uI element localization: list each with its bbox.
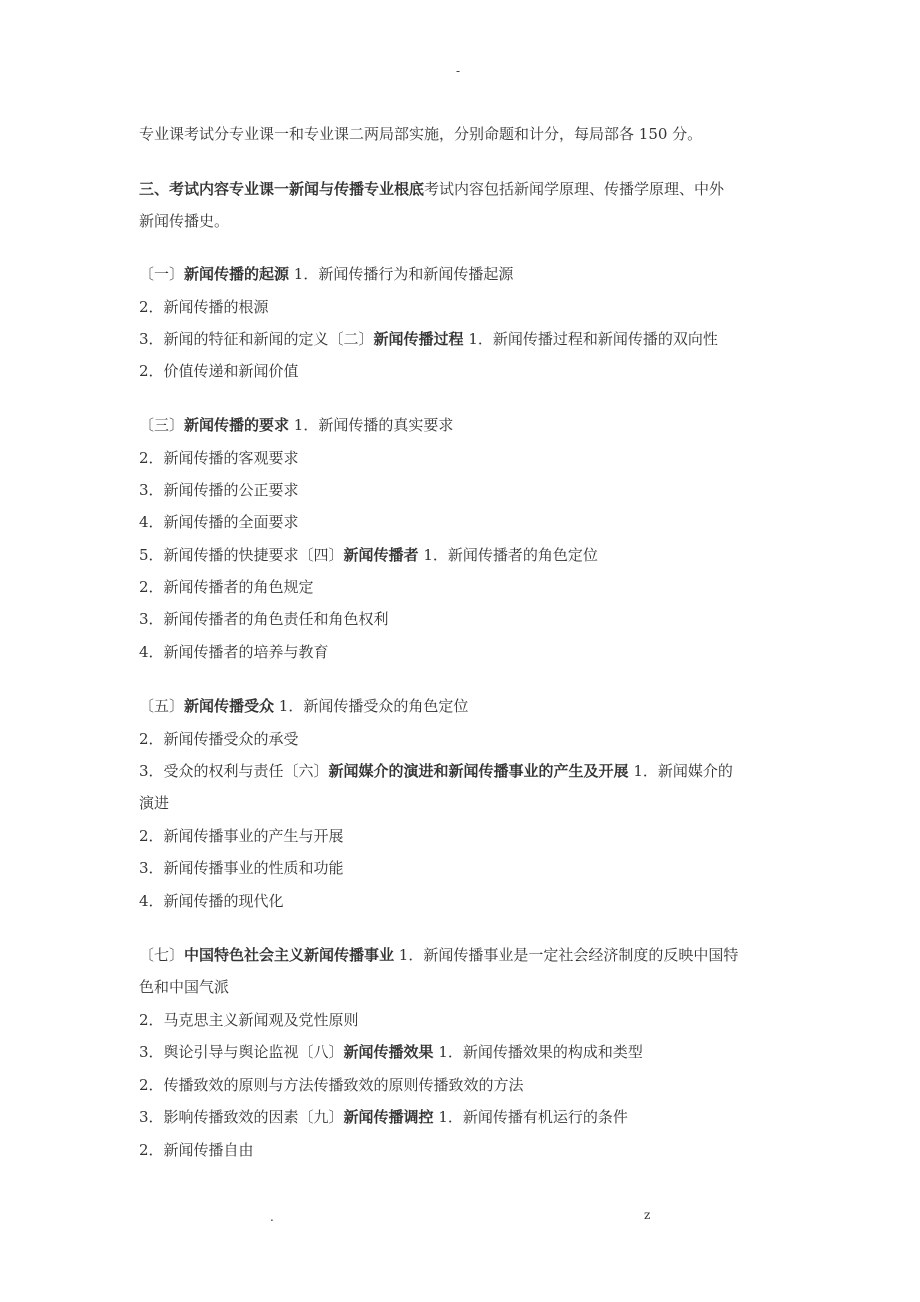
heading-text: 中国特色社会主义新闻传播事业: [184, 946, 395, 964]
body-text: 〔七〕: [139, 946, 185, 964]
body-text: 2．新闻传播事业的产生与开展: [139, 827, 344, 845]
body-text: 新闻传播史。: [139, 212, 230, 230]
body-text: 3．新闻传播的公正要求: [139, 481, 299, 499]
text-line: [139, 729, 789, 749]
body-text: 1．新闻传播行为和新闻传播起源: [289, 265, 514, 283]
text-line: [139, 1042, 789, 1062]
body-text: 〔三〕: [139, 416, 185, 434]
body-text: 4．新闻传播者的培养与教育: [139, 643, 329, 661]
text-line: [139, 945, 789, 965]
text-line: [139, 891, 789, 911]
heading-text: 新闻媒介的演进和新闻传播事业的产生及开展: [328, 762, 629, 780]
text-line: [139, 329, 789, 349]
heading-text: 新闻传播受众: [184, 697, 275, 715]
body-text: 1．新闻传播的真实要求: [289, 416, 454, 434]
body-text: 2．新闻传播受众的承受: [139, 730, 299, 748]
text-line: [139, 361, 789, 381]
heading-text: 新闻传播的起源: [184, 265, 290, 283]
page-footer-right: z: [644, 1208, 651, 1222]
body-text: 2．新闻传播的客观要求: [139, 449, 299, 467]
body-text: 3．影响传播致效的因素〔九〕: [139, 1108, 344, 1126]
page-header-mark: -: [456, 64, 461, 78]
heading-text: 新闻传播调控: [343, 1108, 434, 1126]
body-text: 色和中国气派: [139, 978, 230, 996]
text-line: [139, 179, 789, 199]
text-line: [139, 609, 789, 629]
text-line: [139, 264, 789, 284]
text-line: [139, 1010, 789, 1030]
body-text: 1．新闻媒介的: [628, 762, 733, 780]
body-text: 3．舆论引导与舆论监视〔八〕: [139, 1043, 344, 1061]
body-text: 考试内容包括新闻学原理、传播学原理、中外: [424, 180, 725, 198]
body-text: 2．价值传递和新闻价值: [139, 362, 299, 380]
text-line: [139, 211, 789, 231]
text-line: [139, 642, 789, 662]
heading-text: 三、考试内容专业课一新闻与传播专业根底: [139, 180, 425, 198]
text-line: [139, 1075, 789, 1095]
text-line: [139, 448, 789, 468]
text-line: [139, 826, 789, 846]
text-line: [139, 545, 789, 565]
body-text: 1．新闻传播效果的构成和类型: [433, 1043, 643, 1061]
text-line: [139, 696, 789, 716]
body-text: 1．新闻传播受众的角色定位: [274, 697, 469, 715]
text-line: [139, 480, 789, 500]
text-line: [139, 977, 789, 997]
body-text: 3．新闻的特征和新闻的定义〔二〕: [139, 330, 374, 348]
text-line: [139, 761, 789, 781]
text-line: [139, 1140, 789, 1160]
text-line: [139, 1107, 789, 1127]
text-line: [139, 124, 789, 144]
body-text: 2．新闻传播的根源: [139, 298, 269, 316]
body-text: 1．新闻传播有机运行的条件: [433, 1108, 628, 1126]
body-text: 4．新闻传播的现代化: [139, 892, 284, 910]
text-line: [139, 858, 789, 878]
body-text: 4．新闻传播的全面要求: [139, 513, 299, 531]
text-line: [139, 793, 789, 813]
body-text: 〔一〕: [139, 265, 185, 283]
body-text: 2．新闻传播者的角色规定: [139, 578, 314, 596]
body-text: 3．新闻传播事业的性质和功能: [139, 859, 344, 877]
heading-text: 新闻传播过程: [373, 330, 464, 348]
body-text: 2．马克思主义新闻观及党性原则: [139, 1011, 359, 1029]
text-line: [139, 297, 789, 317]
page-footer-left: .: [270, 1210, 274, 1224]
text-line: [139, 577, 789, 597]
heading-text: 新闻传播者: [343, 546, 419, 564]
heading-text: 新闻传播的要求: [184, 416, 290, 434]
body-text: 1．新闻传播事业是一定社会经济制度的反映中国特: [394, 946, 739, 964]
body-text: 2．传播致效的原则与方法传播致效的原则传播致效的方法: [139, 1076, 524, 1094]
body-text: 3．新闻传播者的角色责任和角色权利: [139, 610, 389, 628]
body-text: 演进: [139, 794, 170, 812]
body-text: 1．新闻传播过程和新闻传播的双向性: [463, 330, 718, 348]
body-text: 1．新闻传播者的角色定位: [418, 546, 598, 564]
body-text: 专业课考试分专业课一和专业课二两局部实施，分别命题和计分，每局部各 150 分。: [139, 125, 703, 143]
text-line: [139, 415, 789, 435]
body-text: 5．新闻传播的快捷要求〔四〕: [139, 546, 344, 564]
body-text: 2．新闻传播自由: [139, 1141, 254, 1159]
body-text: 〔五〕: [139, 697, 185, 715]
heading-text: 新闻传播效果: [343, 1043, 434, 1061]
body-text: 3．受众的权利与责任〔六〕: [139, 762, 329, 780]
text-line: [139, 512, 789, 532]
